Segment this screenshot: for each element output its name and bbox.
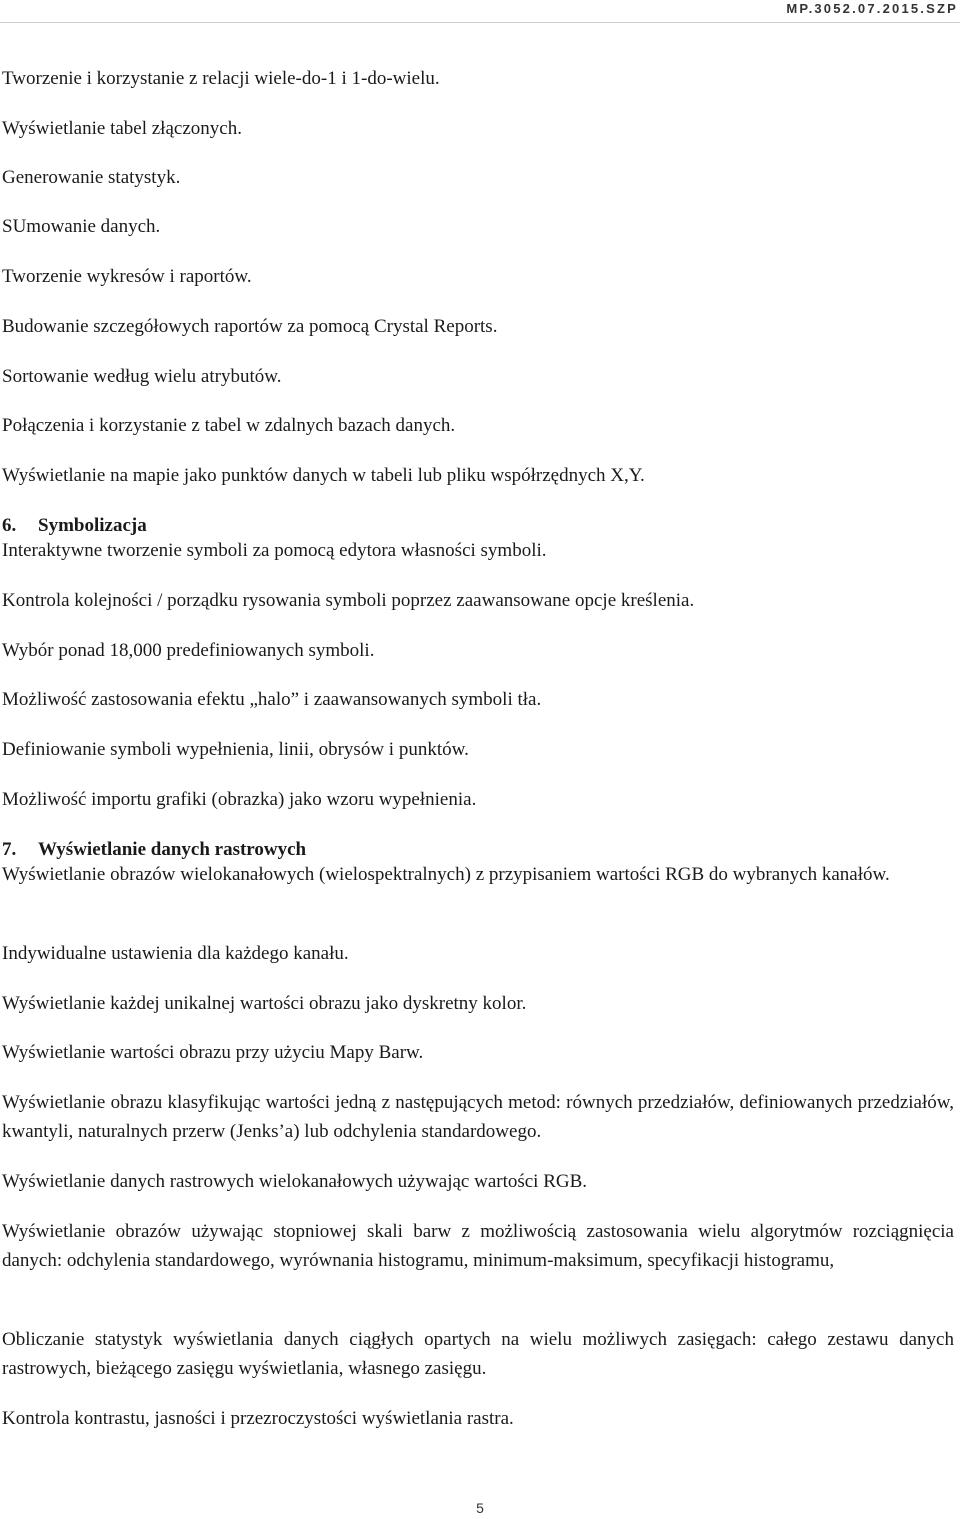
list-item: Wyświetlanie na mapie jako punktów danych w tabeli lub pliku współrzędnych X,Y. bbox=[2, 465, 645, 486]
list-item: Definiowanie symboli wypełnienia, linii, obrysów i punktów. bbox=[2, 739, 469, 760]
list-item: Kontrola kolejności / porządku rysowania symboli poprzez zaawansowane opcje kreślenia. bbox=[2, 590, 695, 611]
list-item: Indywidualne ustawienia dla każdego kanału. bbox=[2, 943, 349, 964]
list-item: Wyświetlanie obrazów używając stopniowej skali barw z możliwością zastosowania wielu algorytmów rozciągnięcia danych: odchylenia standardowego, wyrównania histogramu, minimum-maksimum, specyfikacji histogramu, bbox=[2, 1221, 954, 1271]
list-item: Kontrola kontrastu, jasności i przezroczystości wyświetlania rastra. bbox=[2, 1408, 514, 1429]
list-item: Wyświetlanie obrazów wielokanałowych (wielospektralnych) z przypisaniem wartości RGB do wybranych kanałów. bbox=[2, 864, 890, 885]
list-item: Interaktywne tworzenie symboli za pomocą edytora własności symboli. bbox=[2, 540, 547, 561]
list-item: Możliwość zastosowania efektu „halo” i zaawansowanych symboli tła. bbox=[2, 689, 542, 710]
section-heading bbox=[2, 514, 147, 538]
page-number: 5 bbox=[476, 1500, 484, 1516]
list-item: Połączenia i korzystanie z tabel w zdalnych bazach danych. bbox=[2, 415, 456, 436]
list-item: Budowanie szczegółowych raportów za pomocą Crystal Reports. bbox=[2, 316, 498, 337]
section-title: Wyświetlanie danych rastrowych bbox=[38, 839, 307, 860]
list-item: Sortowanie według wielu atrybutów. bbox=[2, 366, 282, 387]
list-item: Tworzenie i korzystanie z relacji wiele-do-1 i 1-do-wielu. bbox=[2, 68, 440, 89]
list-item: SUmowanie danych. bbox=[2, 216, 161, 237]
section-number: 6. bbox=[2, 515, 17, 536]
list-item: Obliczanie statystyk wyświetlania danych ciągłych opartych na wielu możliwych zasięgach: całego zestawu danych rastrowych, bieżącego zasięgu wyświetlania, własnego zasięgu. bbox=[2, 1329, 954, 1379]
list-item: Wyświetlanie obrazu klasyfikując wartości jedną z następujących metod: równych przedziałów, definiowanych przedziałów, kwantyli, naturalnych przerw (Jenks’a) lub odchylenia standardowego. bbox=[2, 1092, 954, 1142]
list-item: Tworzenie wykresów i raportów. bbox=[2, 266, 252, 287]
section-heading bbox=[2, 838, 306, 862]
section-title: Symbolizacja bbox=[38, 515, 147, 536]
list-item: Wyświetlanie każdej unikalnej wartości obrazu jako dyskretny kolor. bbox=[2, 993, 527, 1014]
list-item: Wybór ponad 18,000 predefiniowanych symboli. bbox=[2, 640, 375, 661]
list-item: Wyświetlanie tabel złączonych. bbox=[2, 118, 242, 139]
list-item: Generowanie statystyk. bbox=[2, 167, 181, 188]
list-item: Wyświetlanie wartości obrazu przy użyciu Mapy Barw. bbox=[2, 1042, 424, 1063]
list-item: Wyświetlanie danych rastrowych wielokanałowych używając wartości RGB. bbox=[2, 1171, 588, 1192]
header-divider bbox=[0, 22, 960, 23]
list-item: Możliwość importu grafiki (obrazka) jako wzoru wypełnienia. bbox=[2, 789, 477, 810]
document-header-ref: MP.3052.07.2015.SZP bbox=[786, 1, 958, 16]
section-number: 7. bbox=[2, 839, 17, 860]
